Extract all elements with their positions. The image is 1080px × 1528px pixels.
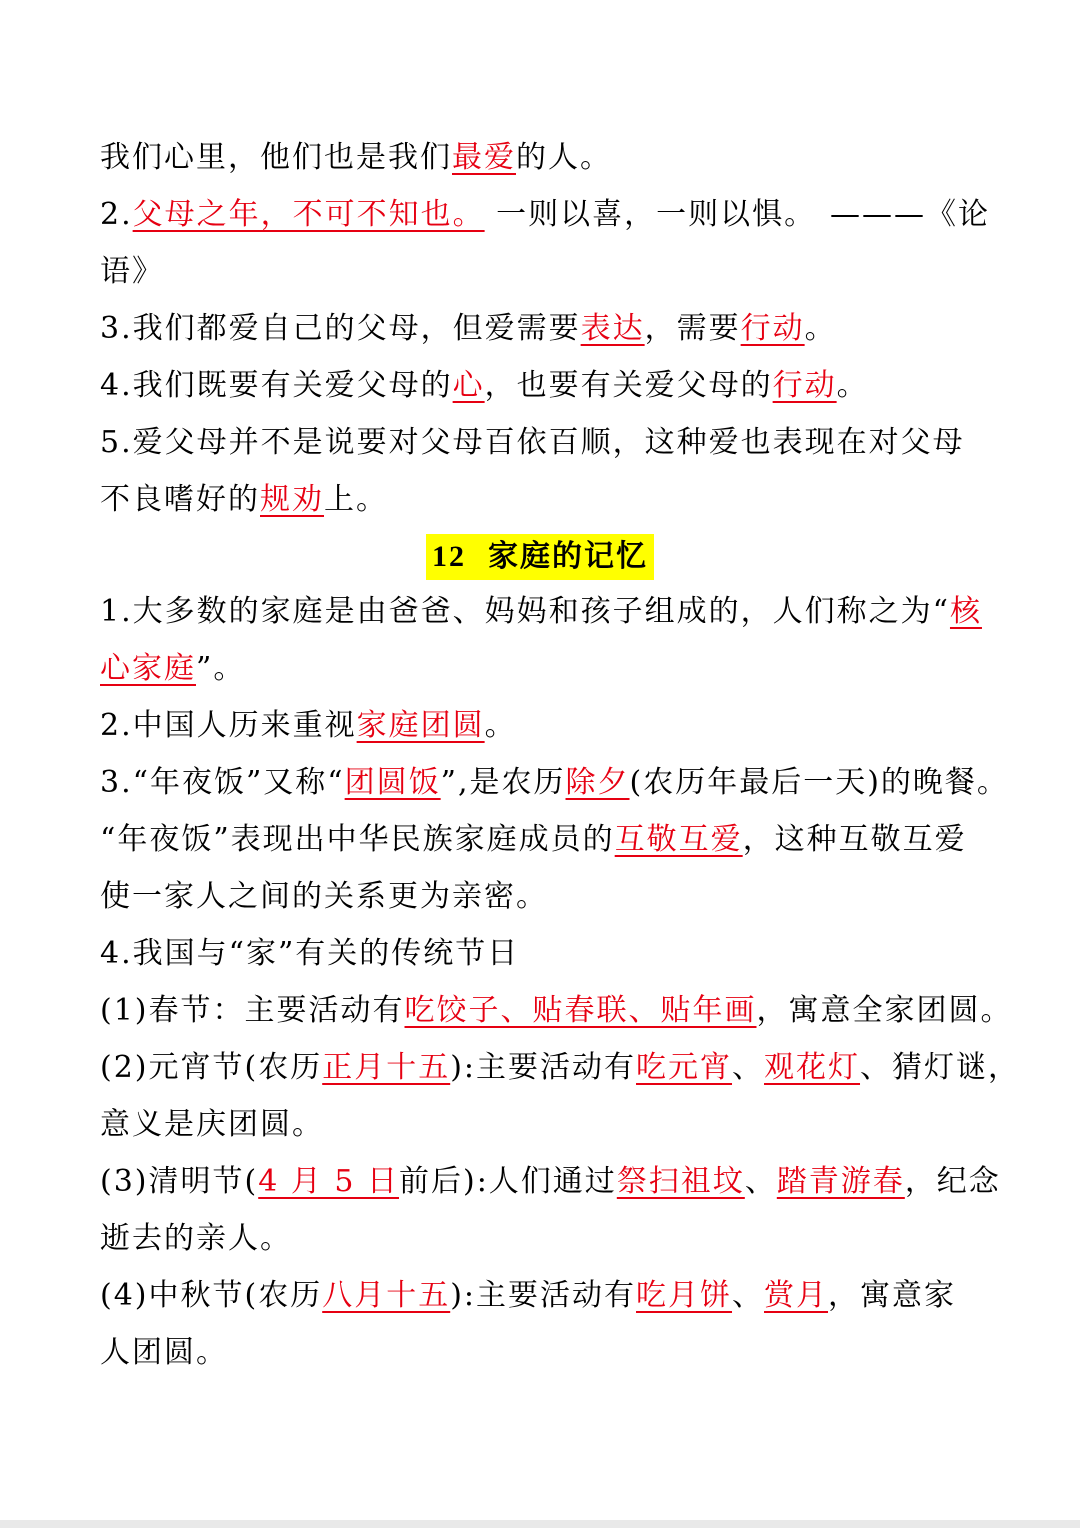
- text-line: [100, 309, 990, 349]
- text: 、猜灯谜，: [860, 1050, 1021, 1085]
- text: 的人。: [516, 140, 612, 175]
- section-title-highlight: [426, 534, 654, 580]
- text-line: [100, 706, 990, 746]
- text: 我们心里，他们也是我们: [100, 140, 452, 175]
- text: 前后):人们通过: [399, 1164, 617, 1199]
- text-line: [100, 649, 990, 689]
- text-line: [100, 252, 990, 292]
- text-line: [100, 1333, 990, 1373]
- text: ”,是农历: [440, 765, 566, 800]
- answer-blank: 表达: [580, 311, 645, 346]
- text: 。: [804, 311, 837, 346]
- answer-blank: 互敬互爱: [614, 822, 743, 857]
- answer-blank: 吃饺子、贴春联、贴年画: [404, 993, 757, 1028]
- text: 2.: [100, 197, 133, 232]
- text: 3.我们都爱自己的父母，但爱需要: [100, 311, 581, 346]
- text: 语》: [100, 254, 164, 289]
- text-line: [100, 592, 990, 632]
- answer-blank: 心家庭: [100, 651, 196, 686]
- text: 、: [732, 1050, 765, 1085]
- text: ):主要活动有: [450, 1278, 637, 1313]
- answer-blank: 团圆饭: [344, 765, 441, 800]
- text-line: [100, 1219, 990, 1259]
- text: 人团圆。: [100, 1335, 228, 1370]
- text: 3.“年夜饭”又称“: [100, 765, 345, 800]
- text: 、: [744, 1164, 777, 1199]
- text: (4)中秋节(农历: [100, 1278, 323, 1313]
- answer-blank: 行动: [772, 368, 837, 403]
- answer-blank: 吃元宵: [636, 1050, 733, 1085]
- answer-blank: 规劝: [260, 482, 324, 517]
- text-line: [100, 877, 990, 917]
- text: (农历年最后一天)的晚餐。: [629, 765, 1009, 800]
- text: ，纪念: [904, 1164, 1001, 1199]
- answer-blank: 除夕: [565, 765, 630, 800]
- text-line: [100, 1162, 1001, 1202]
- citation: ———《论: [830, 197, 990, 232]
- text: ，需要: [644, 311, 741, 346]
- text: 4.我们既要有关爱父母的: [100, 368, 453, 403]
- text-line: [100, 195, 990, 235]
- text: 一则以喜，一则以惧。: [484, 197, 817, 232]
- text: ，寓意全家团圆。: [756, 993, 1013, 1028]
- text: 不良嗜好的: [100, 482, 260, 517]
- text: “年夜饭”表现出中华民族家庭成员的: [100, 822, 615, 857]
- text-line: [100, 991, 1013, 1031]
- text-line: [100, 480, 990, 520]
- text: 5.爱父母并不是说要对父母百依百顺，这种爱也表现在对父母: [100, 425, 965, 460]
- text: ”。: [196, 651, 246, 686]
- answer-blank: 心: [452, 368, 485, 403]
- text-line: [100, 1105, 990, 1145]
- answer-blank: 祭扫祖坟: [616, 1164, 745, 1199]
- text: ，寓意家: [828, 1278, 957, 1313]
- text: 。: [836, 368, 869, 403]
- answer-blank: 八月十五: [322, 1278, 451, 1313]
- text: 4.我国与“家”有关的传统节日: [100, 936, 520, 971]
- answer-blank: 核: [949, 594, 982, 629]
- text-line: [100, 366, 990, 406]
- text: ，也要有关爱父母的: [484, 368, 773, 403]
- text-line: [100, 423, 990, 463]
- section-heading: [0, 534, 1080, 580]
- text-line: [100, 1048, 1021, 1088]
- text: 上。: [324, 482, 388, 517]
- answer-blank: 正月十五: [322, 1050, 451, 1085]
- text-line: [100, 1276, 990, 1316]
- text-line: [100, 820, 990, 860]
- answer-blank: 父母之年，不可不知也。: [132, 197, 485, 232]
- page-bottom-divider: [0, 1520, 1080, 1528]
- text: ):主要活动有: [450, 1050, 637, 1085]
- answer-blank: 4 月 5 日: [258, 1164, 399, 1199]
- text: 意义是庆团圆。: [100, 1107, 324, 1142]
- text: 逝去的亲人。: [100, 1221, 292, 1256]
- text: (2)元宵节(农历: [100, 1050, 323, 1085]
- text-line: [100, 138, 990, 178]
- text: 。: [484, 708, 517, 743]
- section-number: 12: [432, 540, 466, 573]
- answer-blank: 赏月: [764, 1278, 829, 1313]
- text-line: [100, 763, 1009, 803]
- text: ，这种互敬互爱: [742, 822, 967, 857]
- text: 使一家人之间的关系更为亲密。: [100, 879, 548, 914]
- text-line: [100, 934, 990, 974]
- text: 1.大多数的家庭是由爸爸、妈妈和孩子组成的，人们称之为“: [100, 594, 950, 629]
- text: 、: [732, 1278, 765, 1313]
- text: 2.中国人历来重视: [100, 708, 357, 743]
- text: (3)清明节(: [100, 1164, 259, 1199]
- answer-blank: 观花灯: [764, 1050, 861, 1085]
- answer-blank: 踏青游春: [776, 1164, 905, 1199]
- answer-blank: 家庭团圆: [356, 708, 485, 743]
- section-title: 家庭的记忆: [488, 539, 648, 574]
- answer-blank: 吃月饼: [636, 1278, 733, 1313]
- text: (1)春节：主要活动有: [100, 993, 405, 1028]
- answer-blank: 最爱: [452, 140, 516, 175]
- answer-blank: 行动: [740, 311, 805, 346]
